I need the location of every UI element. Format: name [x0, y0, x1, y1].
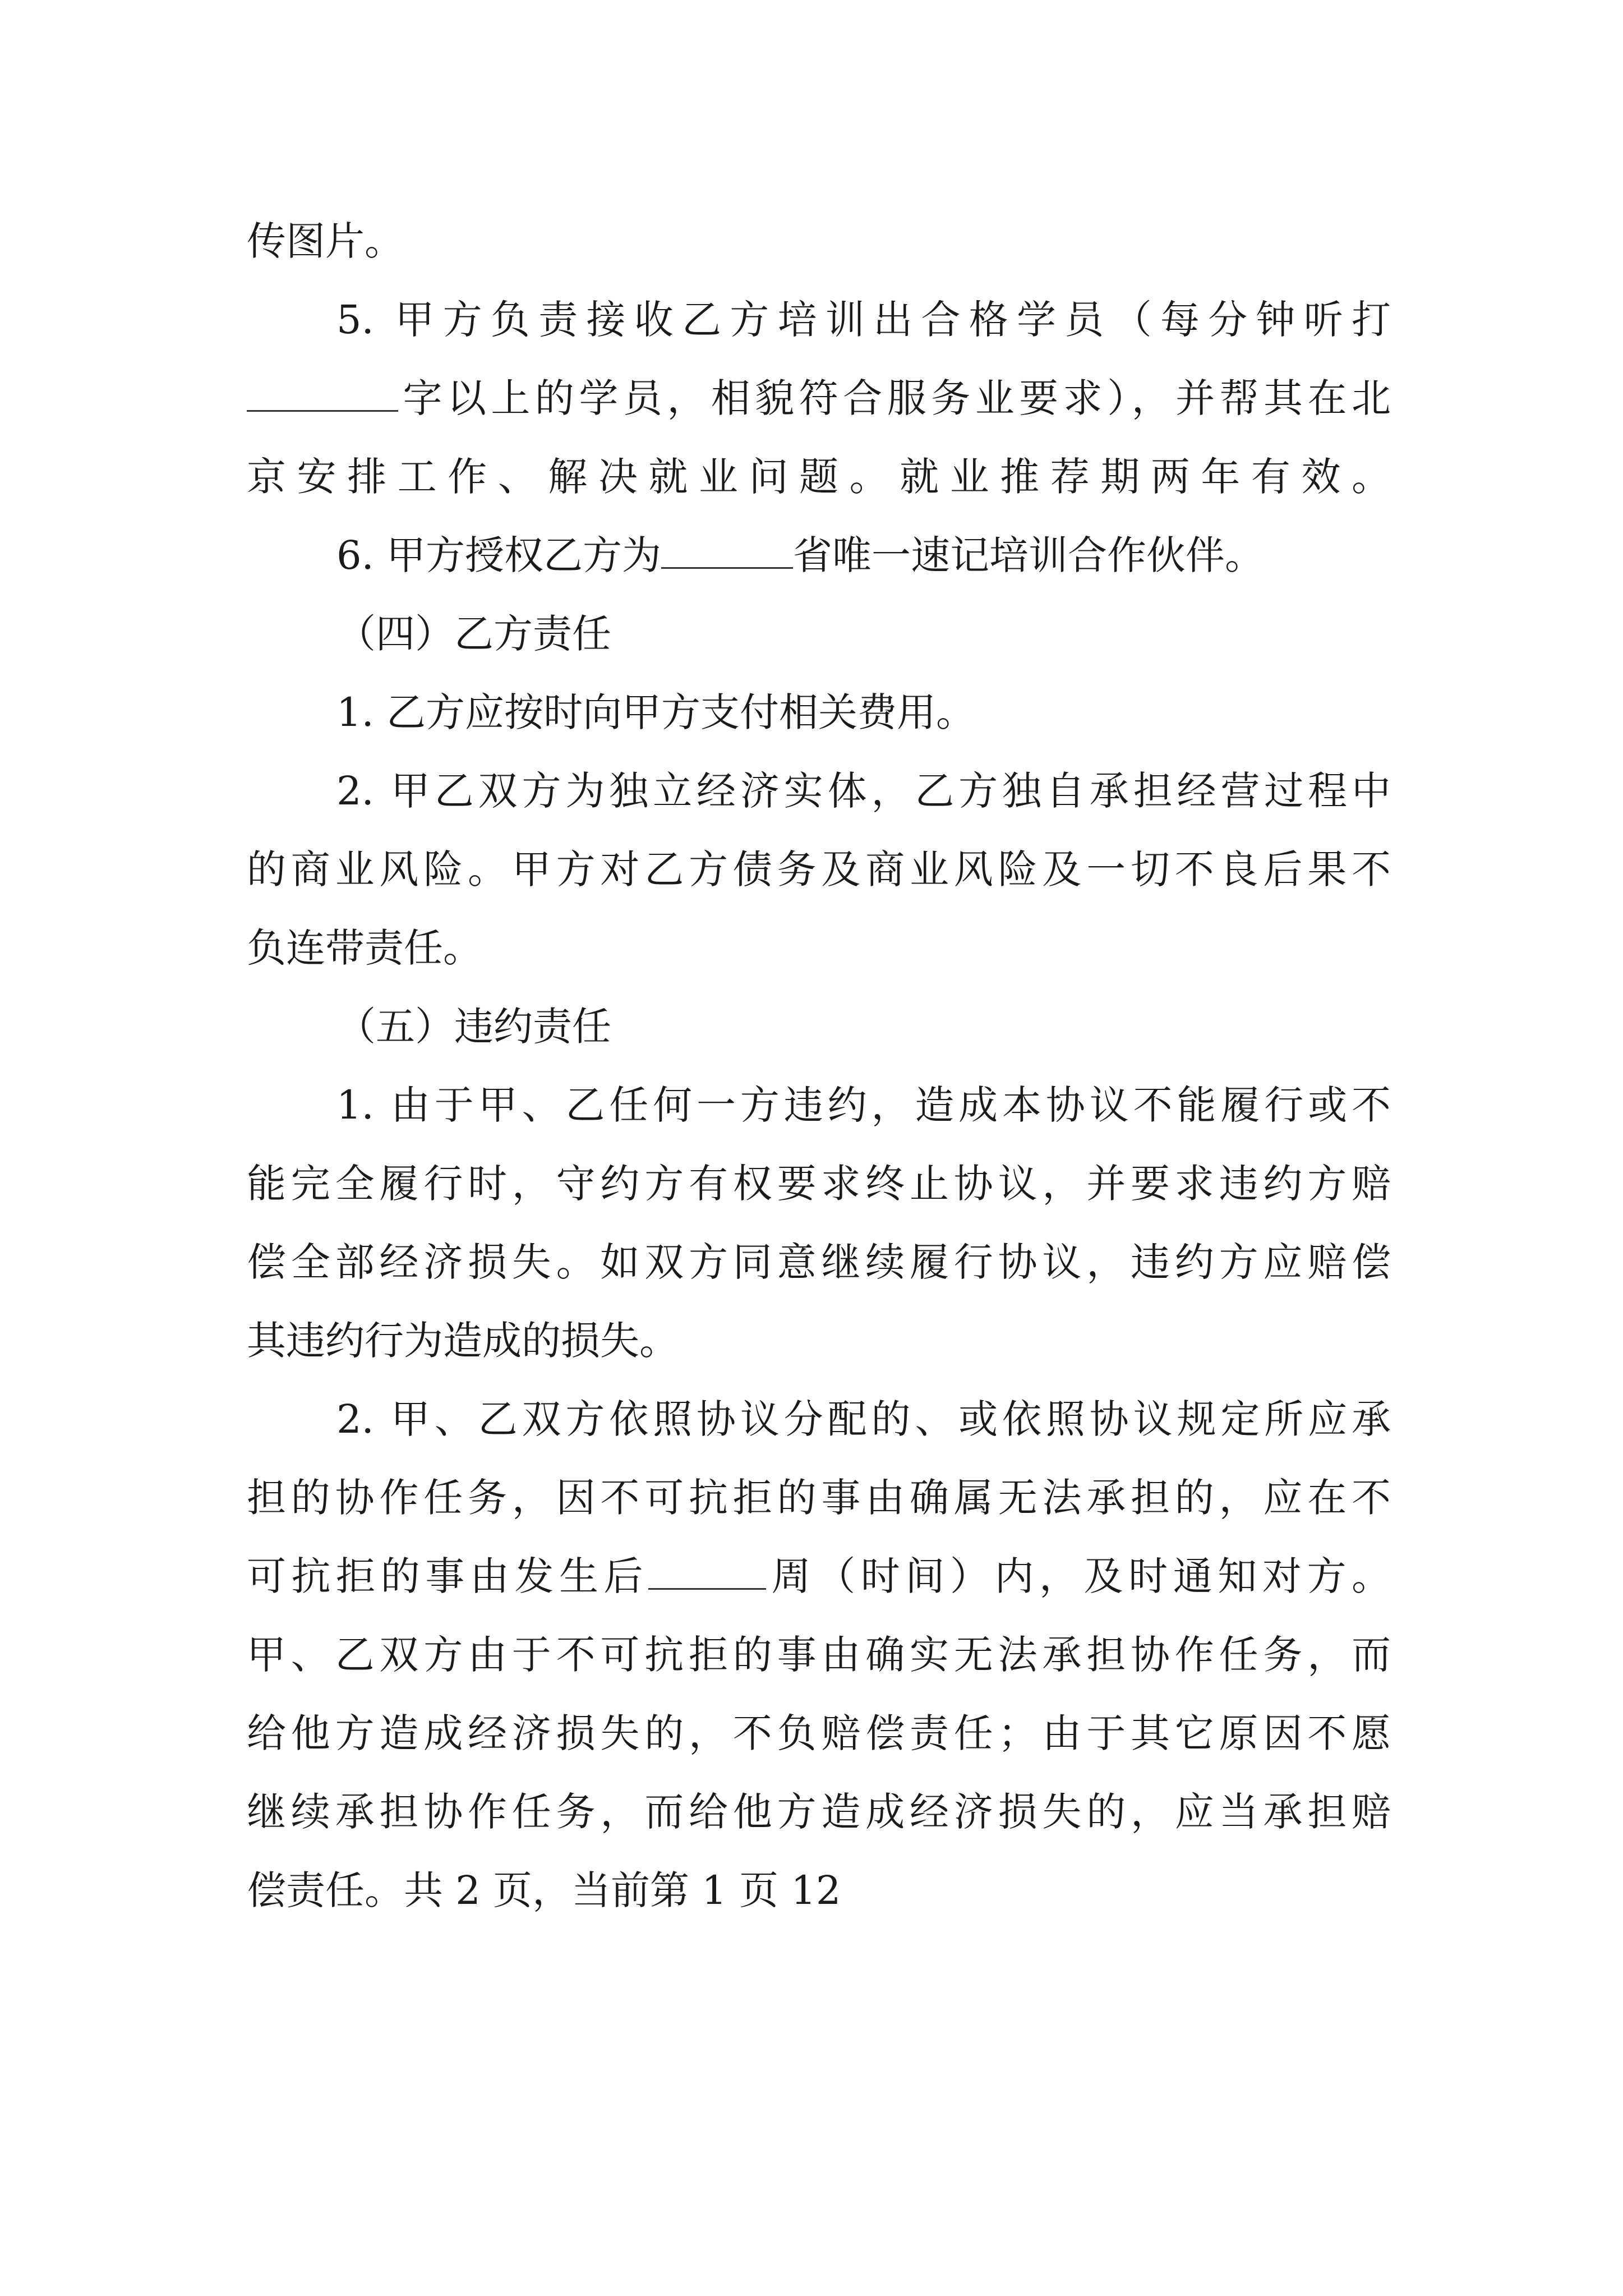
- paragraph-continuation: 传图片。: [247, 218, 404, 264]
- section-5-item-2-line-6: 继续承担协作任务，而给他方造成经济损失的，应当承担赔: [247, 1789, 1391, 1835]
- section-4-item-1: 1. 乙方应按时向甲方支付相关费用。: [336, 689, 976, 735]
- section-5-item-1-line-4: 其违约行为造成的损失。: [247, 1318, 679, 1364]
- section-5-item-2-line-2: 担的协作任务，因不可抗拒的事由确属无法承担的，应在不: [247, 1475, 1391, 1521]
- section-5-item-2-line-1: 2. 甲、乙双方依照协议分配的、或依照协议规定所应承: [336, 1396, 1391, 1442]
- clause-5-line-3: 京安排工作、解决就业问题。就业推荐期两年有效。: [247, 454, 1391, 500]
- section-5-item-1-line-1: 1. 由于甲、乙任何一方违约，造成本协议不能履行或不: [336, 1082, 1391, 1128]
- fill-blank-typing-speed: [247, 375, 398, 412]
- section-5-item-1-line-3: 偿全部经济损失。如双方同意继续履行协议，违约方应赔偿: [247, 1239, 1391, 1285]
- section-heading-5: （五）违约责任: [336, 1004, 611, 1050]
- section-5-item-2-line-5: 给他方造成经济损失的，不负赔偿责任；由于其它原因不愿: [247, 1710, 1391, 1756]
- section-4-item-2-line-2: 的商业风险。甲方对乙方债务及商业风险及一切不良后果不: [247, 846, 1391, 892]
- clause-5-line-2: 字以上的学员，相貌符合服务业要求），并帮其在北: [247, 365, 1391, 432]
- section-5-item-2-line-3: 可抗拒的事由发生后 周（时间）内，及时通知对方。: [247, 1553, 1391, 1599]
- clause-5-line-1: 5. 甲方负责接收乙方培训出合格学员（每分钟听打: [336, 297, 1391, 343]
- fill-blank-province: [661, 532, 793, 569]
- section-4-item-2-line-1: 2. 甲乙双方为独立经济实体，乙方独自承担经营过程中: [336, 768, 1391, 814]
- section-5-item-2-line-4: 甲、乙双方由于不可抗拒的事由确实无法承担协作任务，而: [247, 1632, 1391, 1678]
- section-5-item-1-line-2: 能完全履行时，守约方有权要求终止协议，并要求违约方赔: [247, 1161, 1391, 1207]
- section-heading-4: （四）乙方责任: [336, 611, 611, 657]
- section-5-item-2-line-7-page-indicator: 偿责任。共 2 页，当前第 1 页 12: [247, 1867, 841, 1913]
- clause-6: 6. 甲方授权乙方为 省唯一速记培训合作伙伴。: [336, 532, 1265, 578]
- section-4-item-2-line-3: 负连带责任。: [247, 925, 482, 971]
- fill-blank-weeks: [648, 1553, 766, 1590]
